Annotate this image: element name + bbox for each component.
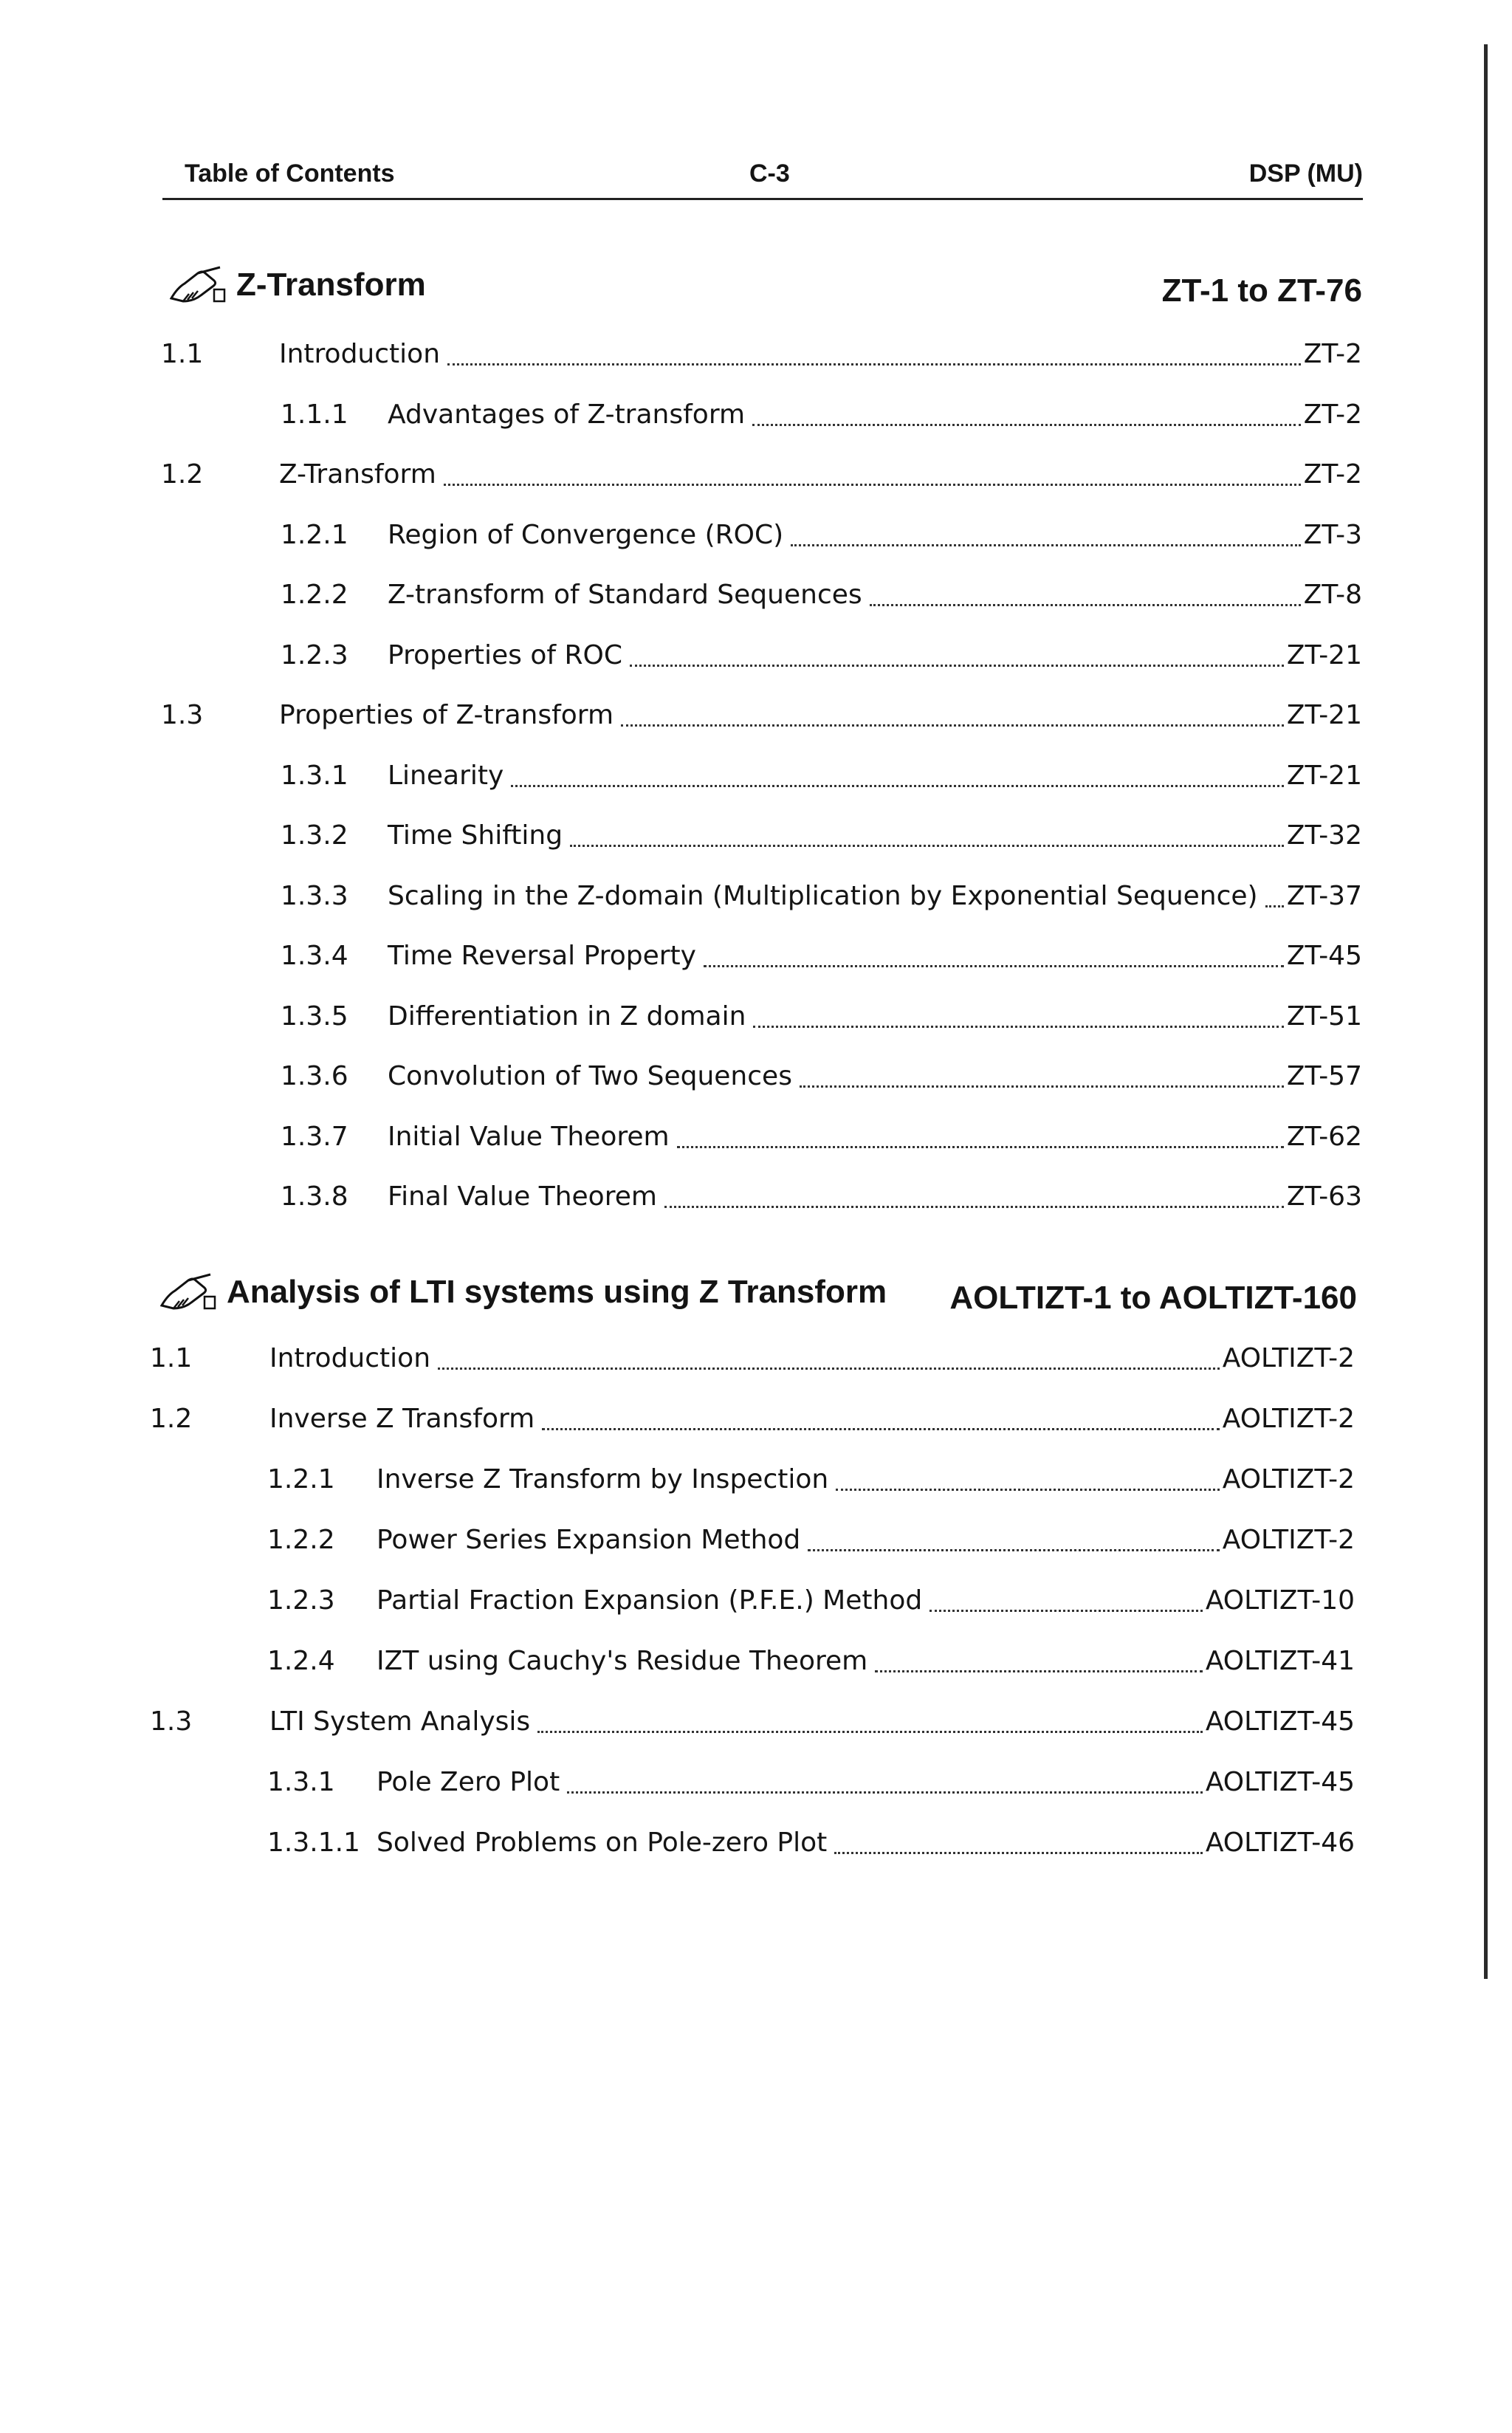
toc-entry-label: Time Reversal Property	[388, 941, 696, 971]
toc-entry-label: IZT using Cauchy's Residue Theorem	[377, 1646, 868, 1676]
toc-entry-number: 1.3.5	[281, 1001, 348, 1032]
writing-hand-icon	[159, 1273, 216, 1311]
toc-entry-page: AOLTIZT-2	[1222, 1525, 1355, 1555]
toc-entry[interactable]	[0, 1703, 1512, 1740]
dot-leader	[752, 424, 1301, 426]
toc-entry[interactable]	[0, 517, 1512, 554]
toc-entry-page: AOLTIZT-2	[1222, 1343, 1355, 1373]
toc-entry-label: Time Shifting	[388, 820, 563, 851]
section-title-text: Analysis of LTI systems using Z Transform	[227, 1274, 887, 1310]
page-header	[162, 155, 1363, 200]
dot-leader	[753, 1026, 1283, 1028]
toc-entry-label: LTI System Analysis	[269, 1706, 531, 1737]
header-left-title: Table of Contents	[185, 159, 395, 188]
toc-entry[interactable]	[0, 336, 1512, 373]
toc-entry-number: 1.3.3	[281, 880, 348, 911]
toc-entry-number: 1.1	[161, 339, 204, 369]
toc-entry-label: Solved Problems on Pole-zero Plot	[377, 1828, 828, 1858]
toc-entry-number: 1.3.7	[281, 1121, 348, 1152]
toc-entry-page: ZT-57	[1286, 1061, 1362, 1091]
toc-entry[interactable]	[0, 758, 1512, 795]
toc-entry-page: ZT-45	[1286, 941, 1362, 971]
toc-entry-number: 1.2.4	[267, 1646, 335, 1676]
toc-entry[interactable]	[0, 998, 1512, 1035]
toc-entry-number: 1.3.1	[281, 760, 348, 791]
dot-leader	[537, 1731, 1203, 1733]
toc-entry[interactable]	[0, 1764, 1512, 1801]
dot-leader	[808, 1549, 1219, 1551]
toc-entry-page: ZT-2	[1303, 399, 1362, 430]
dot-leader	[511, 785, 1284, 787]
toc-entry-page: AOLTIZT-10	[1205, 1585, 1355, 1616]
toc-entry-number: 1.2	[150, 1404, 193, 1434]
toc-entry-number: 1.2	[161, 459, 204, 490]
section-page-range: ZT-1 to ZT-76	[1161, 272, 1362, 309]
toc-entry-page: ZT-8	[1303, 580, 1362, 610]
toc-entry[interactable]	[0, 1119, 1512, 1156]
dot-leader	[875, 1670, 1203, 1672]
dot-leader	[570, 845, 1284, 847]
header-book-title: DSP (MU)	[1248, 159, 1363, 188]
toc-entry-number: 1.3.4	[281, 941, 348, 971]
dot-leader	[834, 1852, 1203, 1854]
toc-entry[interactable]	[0, 1461, 1512, 1498]
toc-entry-page: AOLTIZT-2	[1222, 1464, 1355, 1495]
toc-entry-number: 1.1.1	[281, 399, 348, 430]
toc-entry-number: 1.3.2	[281, 820, 348, 851]
toc-entry-label: Introduction	[279, 339, 441, 369]
toc-entry-number: 1.2.3	[281, 639, 348, 670]
toc-entry[interactable]	[0, 577, 1512, 614]
toc-entry[interactable]	[0, 1582, 1512, 1619]
toc-entry-page: ZT-21	[1286, 760, 1362, 791]
dot-leader	[621, 724, 1284, 727]
dot-leader	[929, 1610, 1203, 1612]
toc-entry-label: Convolution of Two Sequences	[388, 1061, 792, 1091]
toc-entry-number: 1.2.3	[267, 1585, 335, 1616]
toc-entry-number: 1.3	[150, 1706, 193, 1737]
toc-entry-page: ZT-2	[1303, 459, 1362, 490]
toc-entry-label: Final Value Theorem	[388, 1181, 657, 1212]
toc-entry-page: ZT-32	[1286, 820, 1362, 851]
toc-entry[interactable]	[0, 456, 1512, 493]
dot-leader	[800, 1085, 1284, 1088]
dot-leader	[870, 604, 1301, 606]
toc-entry[interactable]	[0, 878, 1512, 915]
header-page-number: C-3	[749, 159, 790, 188]
toc-entry-label: Pole Zero Plot	[377, 1767, 560, 1797]
toc-entry-page: AOLTIZT-46	[1205, 1828, 1355, 1858]
toc-entry-label: Scaling in the Z-domain (Multiplication by Exponential Sequence)	[388, 880, 1258, 911]
toc-entry-page: ZT-21	[1286, 639, 1362, 670]
dot-leader	[1265, 905, 1284, 907]
dot-leader	[447, 363, 1301, 366]
toc-entry-page: AOLTIZT-2	[1222, 1404, 1355, 1434]
toc-entry-number: 1.2.1	[281, 519, 348, 550]
dot-leader	[704, 965, 1284, 967]
dot-leader	[630, 665, 1284, 667]
dot-leader	[836, 1489, 1220, 1491]
toc-entry-number: 1.3.1.1	[267, 1828, 360, 1858]
toc-entry-label: Inverse Z Transform by Inspection	[377, 1464, 829, 1495]
toc-entry[interactable]	[0, 817, 1512, 854]
toc-entry-number: 1.2.2	[281, 580, 348, 610]
toc-entry[interactable]	[0, 1178, 1512, 1215]
toc-entry-label: Differentiation in Z domain	[388, 1001, 746, 1032]
section-heading-lti-analysis	[159, 1270, 887, 1314]
dot-leader	[444, 484, 1301, 486]
toc-entry-page: AOLTIZT-45	[1205, 1767, 1355, 1797]
toc-entry[interactable]	[0, 637, 1512, 674]
toc-entry-label: Properties of ROC	[388, 639, 623, 670]
toc-entry-label: Inverse Z Transform	[269, 1404, 535, 1434]
toc-entry-label: Advantages of Z-transform	[388, 399, 746, 430]
toc-entry[interactable]	[0, 1522, 1512, 1559]
toc-entry-number: 1.2.2	[267, 1525, 335, 1555]
toc-entry-label: Power Series Expansion Method	[377, 1525, 801, 1555]
toc-entry[interactable]	[0, 1058, 1512, 1095]
toc-entry-page: ZT-63	[1286, 1181, 1362, 1212]
dot-leader	[664, 1206, 1284, 1208]
section-title-text: Z-Transform	[236, 267, 426, 303]
toc-entry[interactable]	[0, 938, 1512, 975]
dot-leader	[542, 1428, 1220, 1430]
section-heading-z-transform	[168, 263, 426, 307]
toc-entry-number: 1.2.1	[267, 1464, 335, 1495]
dot-leader	[791, 544, 1301, 546]
toc-entry-page: ZT-37	[1286, 880, 1362, 911]
toc-entry[interactable]	[0, 1340, 1512, 1377]
toc-entry-label: Partial Fraction Expansion (P.F.E.) Method	[377, 1585, 923, 1616]
toc-entry[interactable]	[0, 397, 1512, 433]
toc-entry[interactable]	[0, 697, 1512, 734]
toc-entry-number: 1.3.1	[267, 1767, 335, 1797]
toc-entry-label: Z-transform of Standard Sequences	[388, 580, 862, 610]
dot-leader	[567, 1791, 1203, 1794]
toc-entry-number: 1.1	[150, 1343, 193, 1373]
toc-entry-page: ZT-21	[1286, 700, 1362, 730]
toc-entry-page: ZT-2	[1303, 339, 1362, 369]
toc-entry-label: Linearity	[388, 760, 504, 791]
writing-hand-icon	[168, 266, 226, 304]
toc-entry-label: Initial Value Theorem	[388, 1121, 670, 1152]
toc-entry-page: ZT-51	[1286, 1001, 1362, 1032]
toc-entry-page: AOLTIZT-41	[1205, 1646, 1355, 1676]
toc-entry-page: ZT-62	[1286, 1121, 1362, 1152]
toc-entry[interactable]	[0, 1401, 1512, 1438]
dot-leader	[438, 1368, 1220, 1370]
section-page-range: AOLTIZT-1 to AOLTIZT-160	[949, 1280, 1357, 1316]
toc-entry[interactable]	[0, 1825, 1512, 1861]
toc-entry-number: 1.3.6	[281, 1061, 348, 1091]
toc-entry[interactable]	[0, 1643, 1512, 1680]
toc-entry-page: ZT-3	[1303, 519, 1362, 550]
toc-entry-page: AOLTIZT-45	[1205, 1706, 1355, 1737]
toc-entry-number: 1.3	[161, 700, 204, 730]
dot-leader	[677, 1146, 1284, 1148]
toc-entry-label: Introduction	[269, 1343, 431, 1373]
toc-entry-label: Region of Convergence (ROC)	[388, 519, 784, 550]
toc-entry-number: 1.3.8	[281, 1181, 348, 1212]
toc-entry-label: Properties of Z-transform	[279, 700, 614, 730]
toc-entry-label: Z-Transform	[279, 459, 436, 490]
